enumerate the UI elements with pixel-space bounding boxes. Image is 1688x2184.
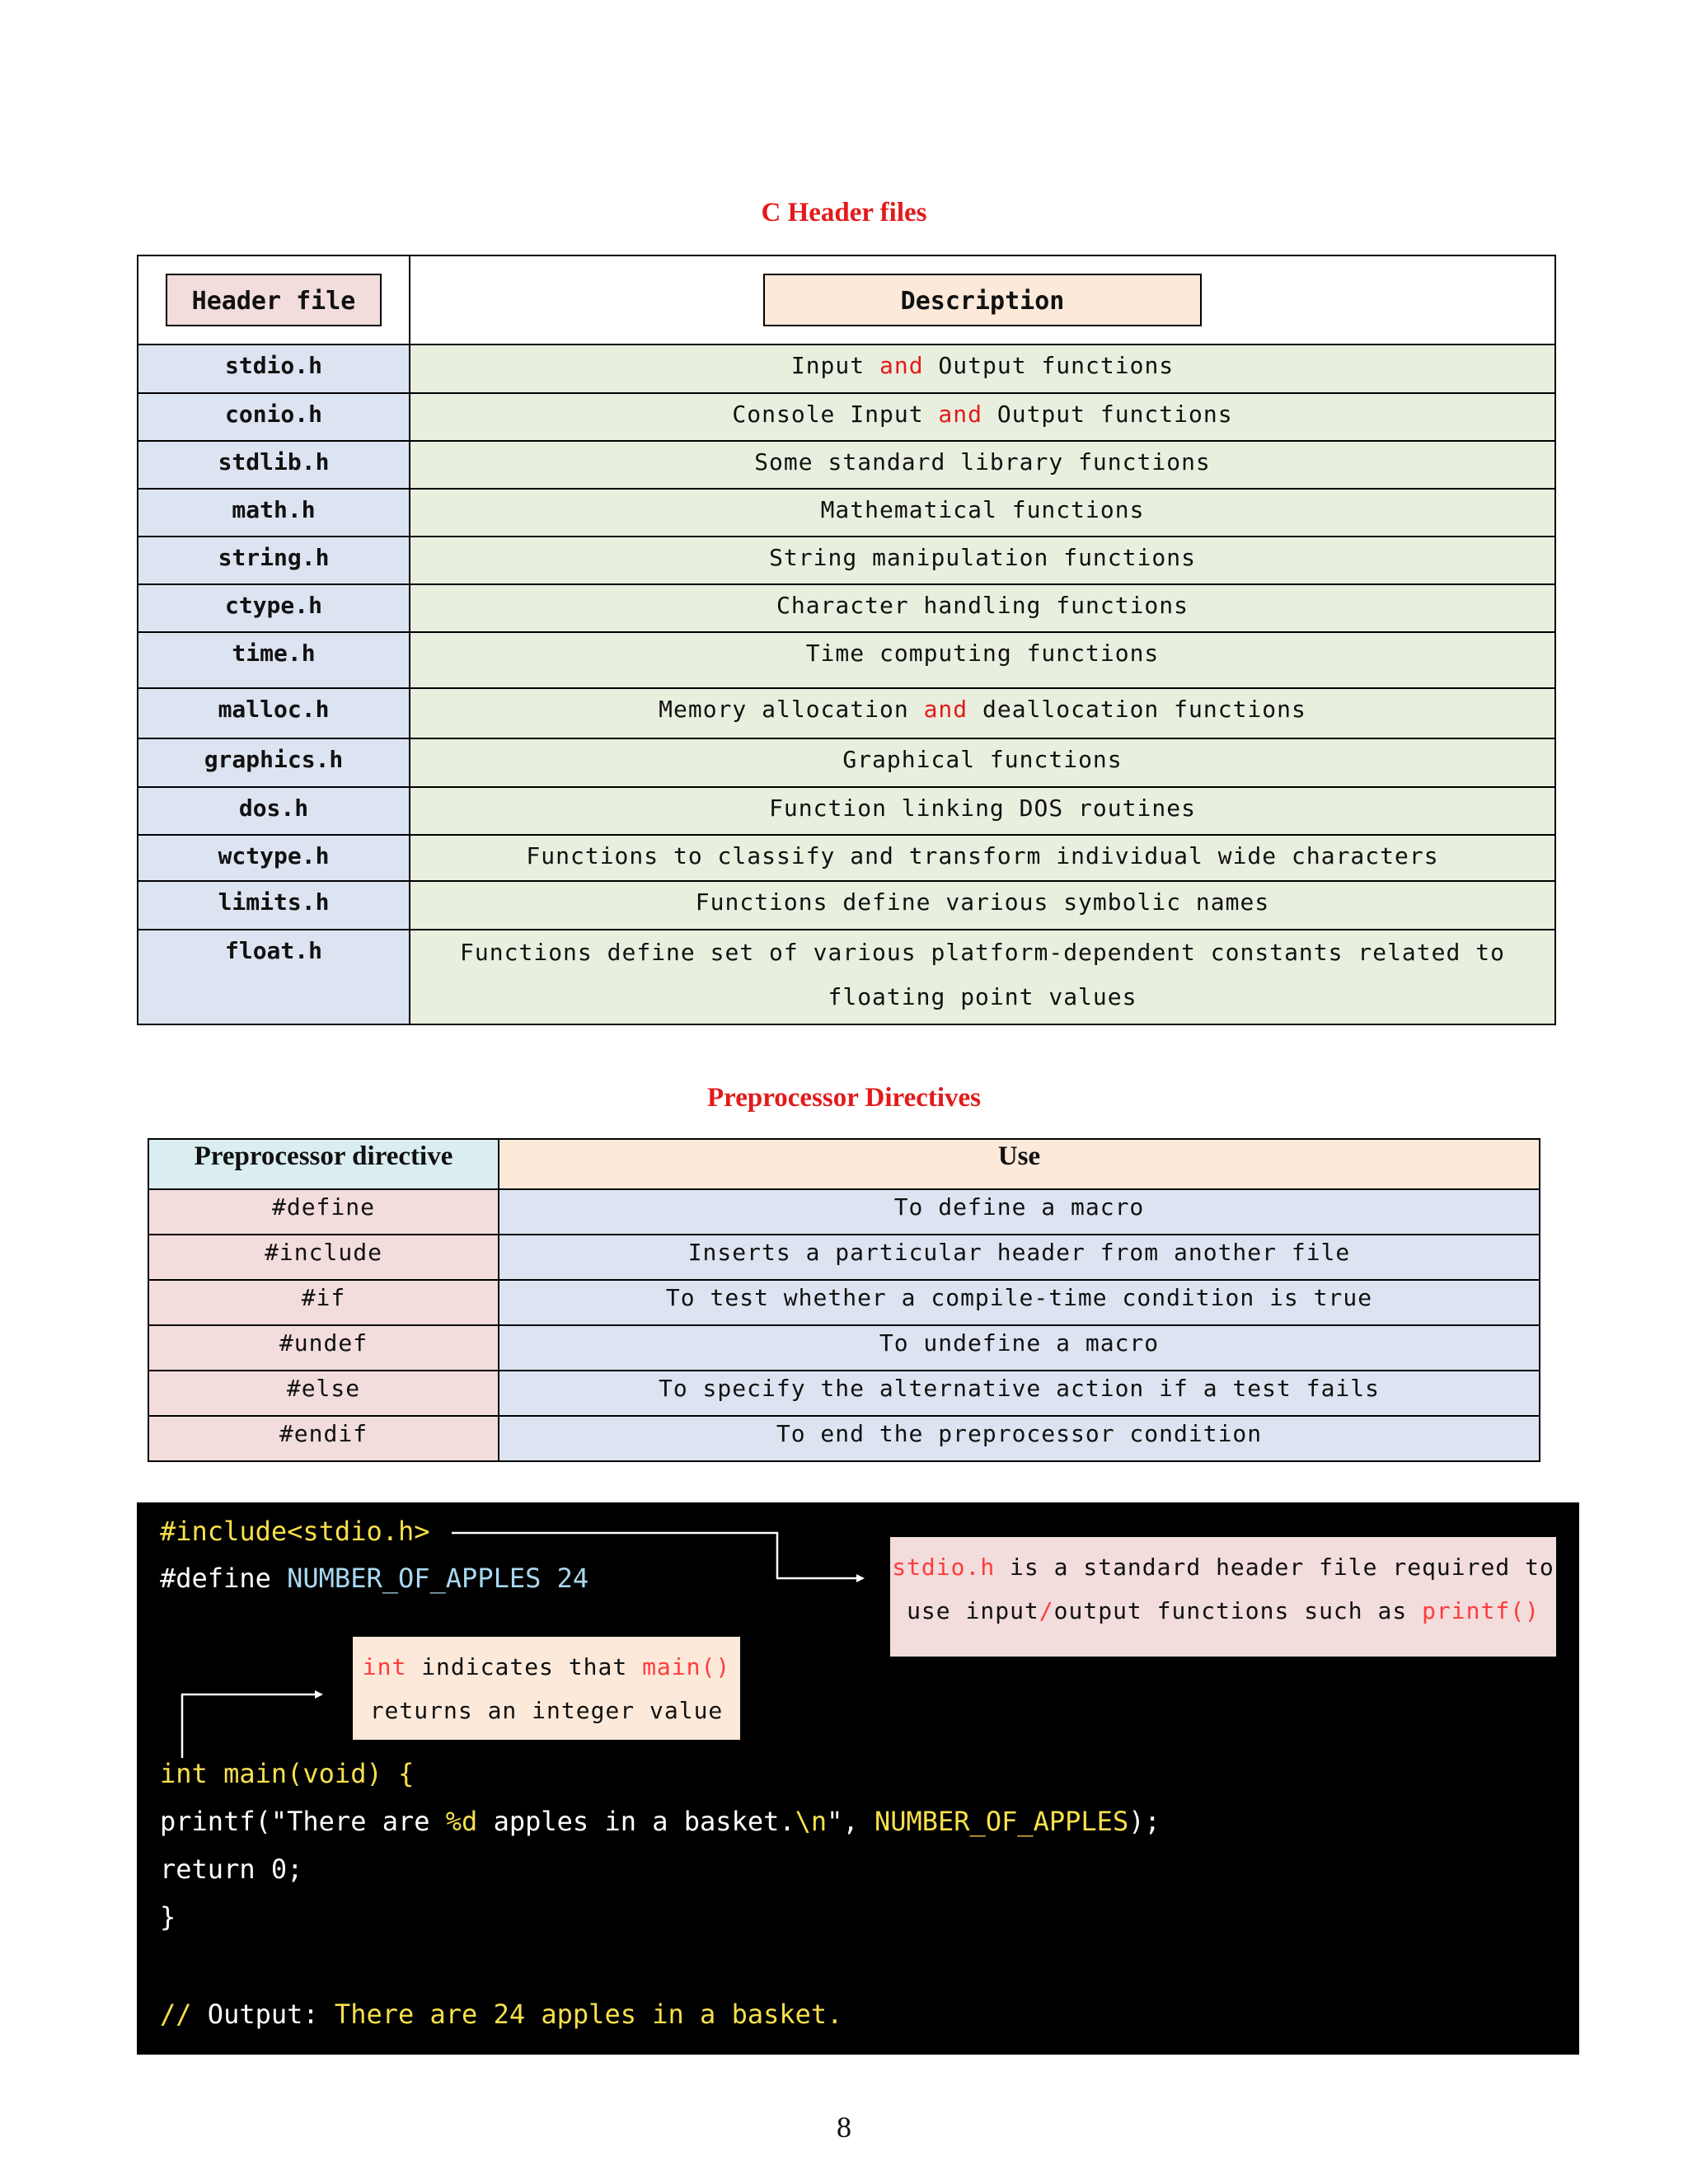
table-row	[148, 1280, 1540, 1325]
table-row	[148, 1325, 1540, 1371]
header-file-description: Console Input and Output functions	[410, 393, 1555, 441]
directive-name: #else	[148, 1371, 499, 1416]
table-row	[138, 930, 1555, 1024]
header-file-name: string.h	[138, 537, 410, 584]
directive-use: Inserts a particular header from another file	[499, 1235, 1540, 1280]
table-row	[138, 787, 1555, 835]
table-row	[138, 537, 1555, 584]
directive-column-header: Preprocessor directive	[148, 1139, 499, 1189]
header-files-title: C Header files	[761, 198, 927, 227]
header-file-description: Function linking DOS routines	[410, 787, 1555, 835]
header-file-description: String manipulation functions	[410, 537, 1555, 584]
header-file-description: Mathematical functions	[410, 489, 1555, 537]
stdio-callout: stdio.h is a standard header file required to use input/output functions such as printf()	[890, 1537, 1556, 1657]
table-row	[138, 881, 1555, 930]
table-row	[138, 393, 1555, 441]
header-file-column-header: Header file	[166, 274, 382, 326]
code-line-close-brace: }	[160, 1901, 176, 1933]
table-header-row	[148, 1139, 1540, 1189]
directive-use: To end the preprocessor condition	[499, 1416, 1540, 1461]
page-number: 8	[837, 2111, 851, 2144]
table-row	[148, 1235, 1540, 1280]
header-file-name: dos.h	[138, 787, 410, 835]
header-file-name: stdlib.h	[138, 441, 410, 489]
code-line-include: #include<stdio.h>	[160, 1516, 430, 1547]
header-file-description: Graphical functions	[410, 738, 1555, 787]
code-example-block	[137, 1502, 1579, 2055]
table-row	[138, 441, 1555, 489]
header-file-name: time.h	[138, 632, 410, 688]
header-file-description: Memory allocation and deallocation functions	[410, 688, 1555, 738]
code-line-return: return 0;	[160, 1854, 303, 1885]
arrow-int-to-callout	[182, 1694, 321, 1758]
header-file-description: Character handling functions	[410, 584, 1555, 632]
header-file-name: float.h	[138, 930, 410, 1024]
directive-use: To define a macro	[499, 1189, 1540, 1235]
header-file-name: wctype.h	[138, 835, 410, 881]
table-row	[148, 1189, 1540, 1235]
header-file-name: malloc.h	[138, 688, 410, 738]
directive-use: To undefine a macro	[499, 1325, 1540, 1371]
header-file-name: stdio.h	[138, 344, 410, 393]
header-file-description: Functions define set of various platform-dependent constants related to floating point values	[410, 930, 1555, 1024]
table-row	[138, 632, 1555, 688]
header-file-name: graphics.h	[138, 738, 410, 787]
header-file-name: ctype.h	[138, 584, 410, 632]
header-file-description: Functions define various symbolic names	[410, 881, 1555, 930]
table-row	[138, 738, 1555, 787]
table-row	[138, 835, 1555, 881]
table-row	[148, 1371, 1540, 1416]
header-file-description: Time computing functions	[410, 632, 1555, 688]
int-callout: int indicates that main() returns an integer value	[353, 1637, 740, 1740]
directive-use: To specify the alternative action if a test fails	[499, 1371, 1540, 1416]
preprocessor-table	[148, 1138, 1540, 1462]
directive-name: #endif	[148, 1416, 499, 1461]
directive-name: #define	[148, 1189, 499, 1235]
table-row	[138, 344, 1555, 393]
code-line-printf: printf("There are %d apples in a basket.\n", NUMBER_OF_APPLES);	[160, 1806, 1160, 1837]
description-column-header: Description	[763, 274, 1202, 326]
directive-name: #include	[148, 1235, 499, 1280]
code-line-main: int main(void) {	[160, 1758, 415, 1789]
table-row	[138, 584, 1555, 632]
header-file-name: conio.h	[138, 393, 410, 441]
header-file-description: Functions to classify and transform individual wide characters	[410, 835, 1555, 881]
use-column-header: Use	[499, 1139, 1540, 1189]
header-file-description: Some standard library functions	[410, 441, 1555, 489]
table-row	[138, 688, 1555, 738]
directive-name: #if	[148, 1280, 499, 1325]
code-line-comment: // Output: There are 24 apples in a basket.	[160, 1999, 843, 2030]
code-line-define: #define NUMBER_OF_APPLES 24	[160, 1563, 589, 1594]
header-file-name: limits.h	[138, 881, 410, 930]
directive-name: #undef	[148, 1325, 499, 1371]
table-row	[138, 489, 1555, 537]
header-file-description: Input and Output functions	[410, 344, 1555, 393]
header-file-name: math.h	[138, 489, 410, 537]
table-row	[148, 1416, 1540, 1461]
directive-use: To test whether a compile-time condition is true	[499, 1280, 1540, 1325]
table-header-row	[138, 255, 1555, 344]
header-files-table	[137, 255, 1556, 1025]
preprocessor-title: Preprocessor Directives	[706, 1083, 982, 1113]
